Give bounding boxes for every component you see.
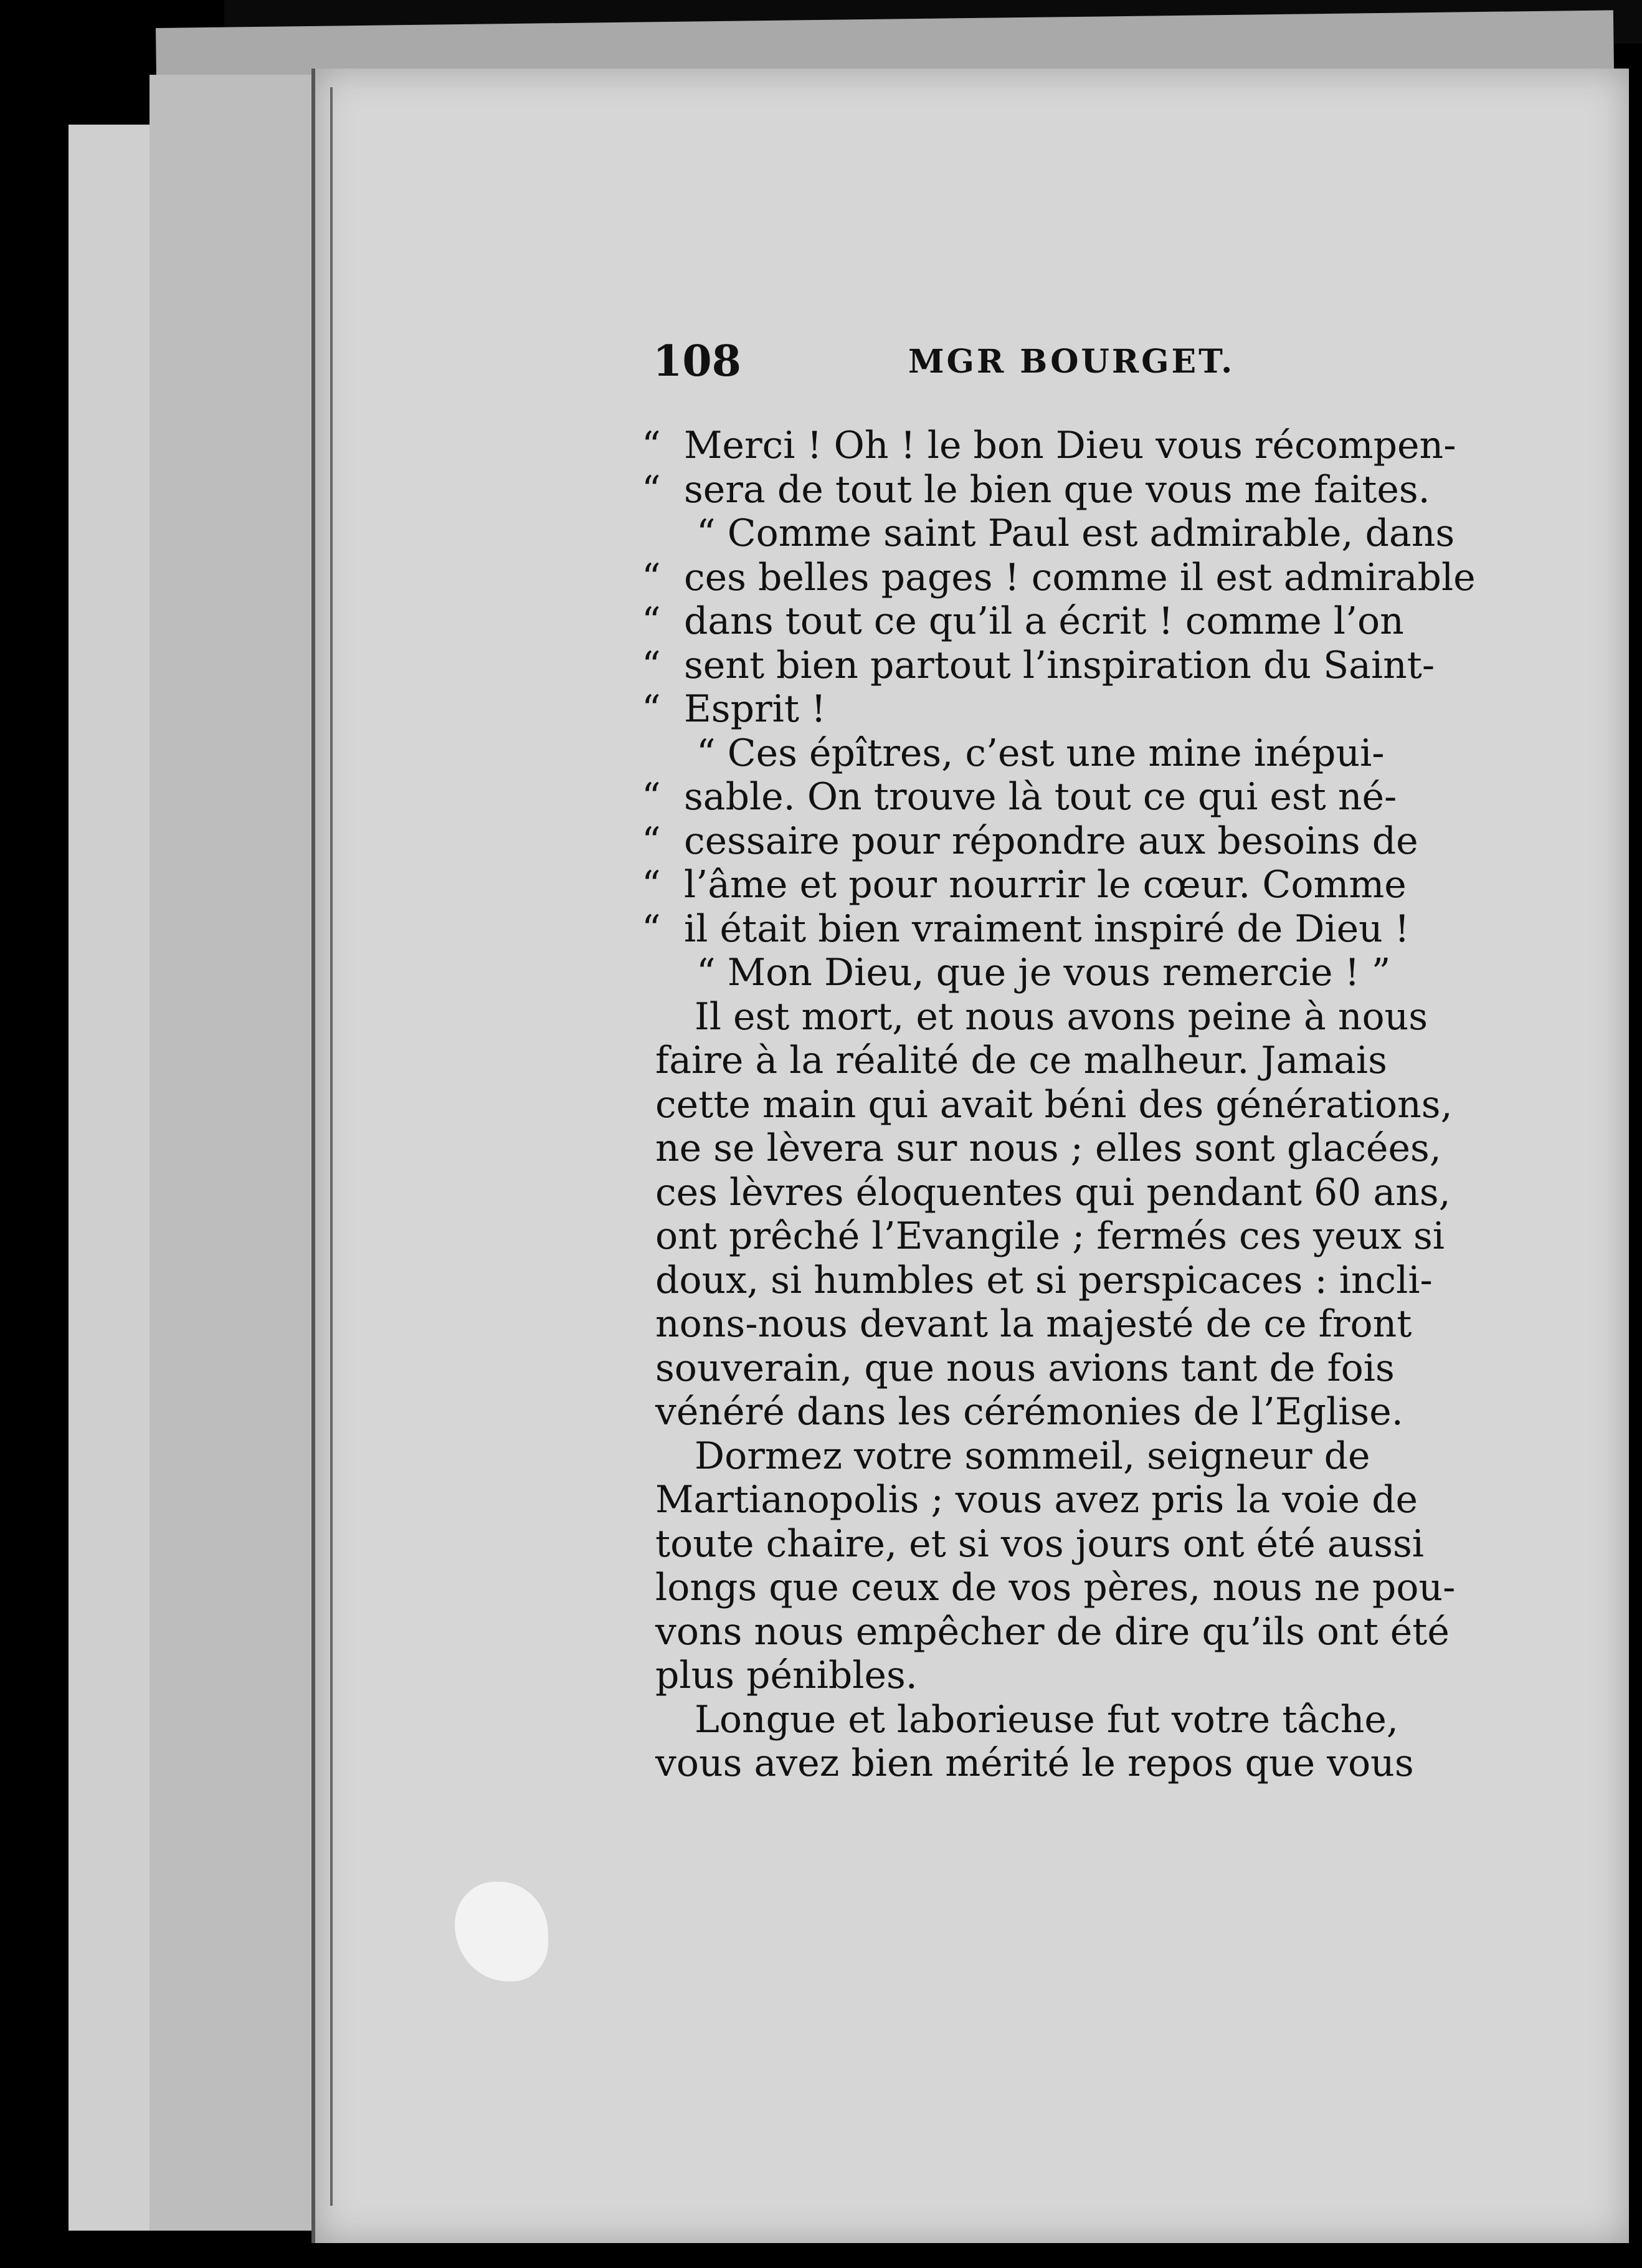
quote-mark: “ [642, 643, 661, 687]
running-head: MGR BOURGET. [908, 343, 1235, 381]
quote-mark: “ [642, 863, 661, 907]
line-text: vons nous empêcher de dire qu’ils ont été [655, 1609, 1450, 1654]
line-text: sera de tout le bien que vous me faites. [684, 467, 1430, 512]
line-text: souverain, que nous avions tant de fois [655, 1346, 1395, 1390]
text-line [642, 951, 1476, 995]
text-line [642, 468, 1476, 512]
page-number: 108 [653, 336, 741, 386]
line-text: Esprit ! [684, 687, 827, 731]
line-text: Longue et laborieuse fut votre tâche, [695, 1697, 1398, 1742]
quote-mark: “ [642, 819, 661, 863]
quote-mark: “ [642, 775, 661, 819]
quote-mark: “ [642, 555, 661, 599]
line-text: Martianopolis ; vous avez pris la voie de [655, 1478, 1418, 1522]
text-line [642, 1214, 1476, 1259]
line-text: faire à la réalité de ce malheur. Jamais [655, 1039, 1387, 1082]
line-text: ces lèvres éloquentes qui pendant 60 ans, [655, 1170, 1451, 1214]
text-line [642, 556, 1476, 600]
text-line [642, 1302, 1476, 1346]
line-text: Dormez votre sommeil, seigneur de [695, 1434, 1370, 1478]
text-line [642, 1171, 1476, 1215]
text-line [642, 424, 1476, 468]
line-text: cette main qui avait béni des générations, [655, 1082, 1453, 1127]
text-line [642, 1390, 1476, 1434]
text-line [642, 644, 1476, 688]
text-line [642, 907, 1476, 951]
text-line [642, 1434, 1476, 1479]
quote-mark: “ [642, 599, 661, 643]
line-text: il était bien vraiment inspiré de Dieu ! [684, 907, 1410, 951]
page-header [0, 336, 1642, 393]
line-text: toute chaire, et si vos jours ont été aussi [655, 1522, 1424, 1566]
line-text: longs que ceux de vos pères, nous ne pou- [655, 1566, 1456, 1609]
line-text: plus pénibles. [655, 1654, 918, 1697]
page-fold-line [330, 87, 333, 2206]
body-text [642, 424, 1476, 1786]
line-text: “ Ces épîtres, c’est une mine inépui- [696, 731, 1385, 775]
line-text: doux, si humbles et si perspicaces : incli- [655, 1258, 1433, 1302]
quote-mark: “ [642, 687, 661, 731]
quote-mark: “ [642, 424, 661, 467]
text-line [642, 863, 1476, 907]
line-text: cessaire pour répondre aux besoins de [684, 819, 1418, 863]
text-line [642, 687, 1476, 731]
text-line [642, 1127, 1476, 1171]
text-line [642, 1083, 1476, 1127]
text-line [642, 1566, 1476, 1610]
line-text: “ Comme saint Paul est admirable, dans [696, 512, 1455, 555]
text-line [642, 599, 1476, 644]
line-text: ont prêché l’Evangile ; fermés ces yeux si [655, 1214, 1445, 1258]
text-line [642, 1742, 1476, 1786]
line-text: sent bien partout l’inspiration du Saint- [684, 643, 1435, 687]
text-line [642, 1698, 1476, 1742]
text-line [642, 1478, 1476, 1522]
line-text: Il est mort, et nous avons peine à nous [695, 994, 1428, 1039]
text-line [642, 1610, 1476, 1654]
line-text: ne se lèvera sur nous ; elles sont glacées, [655, 1127, 1441, 1170]
line-text: Merci ! Oh ! le bon Dieu vous récompen- [684, 424, 1456, 467]
line-text: ces belles pages ! comme il est admirable [684, 555, 1476, 599]
text-line [642, 1259, 1476, 1303]
quote-mark: “ [642, 907, 661, 951]
text-line [642, 1039, 1476, 1083]
line-text: dans tout ce qu’il a écrit ! comme l’on [684, 599, 1404, 643]
text-line [642, 775, 1476, 819]
text-line [642, 1346, 1476, 1391]
line-text: vénéré dans les cérémonies de l’Eglise. [655, 1390, 1403, 1434]
line-text: “ Mon Dieu, que je vous remercie ! ” [696, 951, 1391, 994]
text-line [642, 819, 1476, 864]
text-line [642, 995, 1476, 1039]
line-text: l’âme et pour nourrir le cœur. Comme [684, 863, 1407, 907]
quote-mark: “ [642, 467, 661, 512]
text-line [642, 731, 1476, 776]
line-text: vous avez bien mérité le repos que vous [655, 1742, 1414, 1785]
text-line [642, 1522, 1476, 1566]
text-line [642, 512, 1476, 556]
text-line [642, 1654, 1476, 1698]
line-text: sable. On trouve là tout ce qui est né- [684, 775, 1397, 819]
line-text: nons-nous devant la majesté de ce front [655, 1302, 1412, 1346]
